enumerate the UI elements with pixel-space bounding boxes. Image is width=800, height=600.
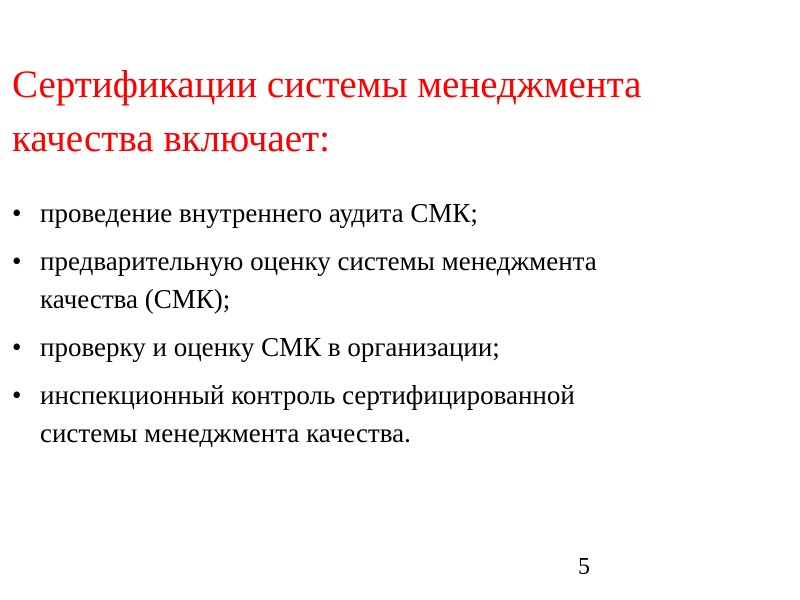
- bullet-text: [40, 194, 788, 232]
- bullet-text: [40, 376, 788, 452]
- title-line-1: Сертификации системы менеджмента: [12, 63, 642, 106]
- bullet-item-preliminary-assessment: [12, 242, 788, 318]
- bullet-line: системы менеджмента качества.: [40, 418, 411, 448]
- title-line-2: качества включает:: [12, 117, 330, 160]
- bullet-line: инспекционный контроль сертифицированной: [40, 380, 575, 410]
- slide-title: [12, 58, 782, 166]
- bullet-line: предварительную оценку системы менеджмента: [40, 246, 597, 276]
- bullet-item-check-and-assessment: [12, 328, 788, 366]
- bullet-line: качества (СМК);: [40, 284, 231, 314]
- bullet-item-inspection-control: [12, 376, 788, 452]
- bullet-dot-icon: •: [12, 246, 22, 276]
- bullet-dot-icon: •: [12, 380, 22, 410]
- bullet-dot-icon: •: [12, 198, 22, 228]
- bullet-text: [40, 328, 788, 366]
- bullet-text: [40, 242, 788, 318]
- bullet-dot-icon: •: [12, 332, 22, 362]
- bullet-line: проверку и оценку СМК в организации;: [40, 332, 500, 362]
- page-number: 5: [578, 554, 590, 580]
- bullet-list: [12, 194, 788, 462]
- bullet-line: проведение внутреннего аудита СМК;: [40, 198, 478, 228]
- bullet-item-internal-audit: [12, 194, 788, 232]
